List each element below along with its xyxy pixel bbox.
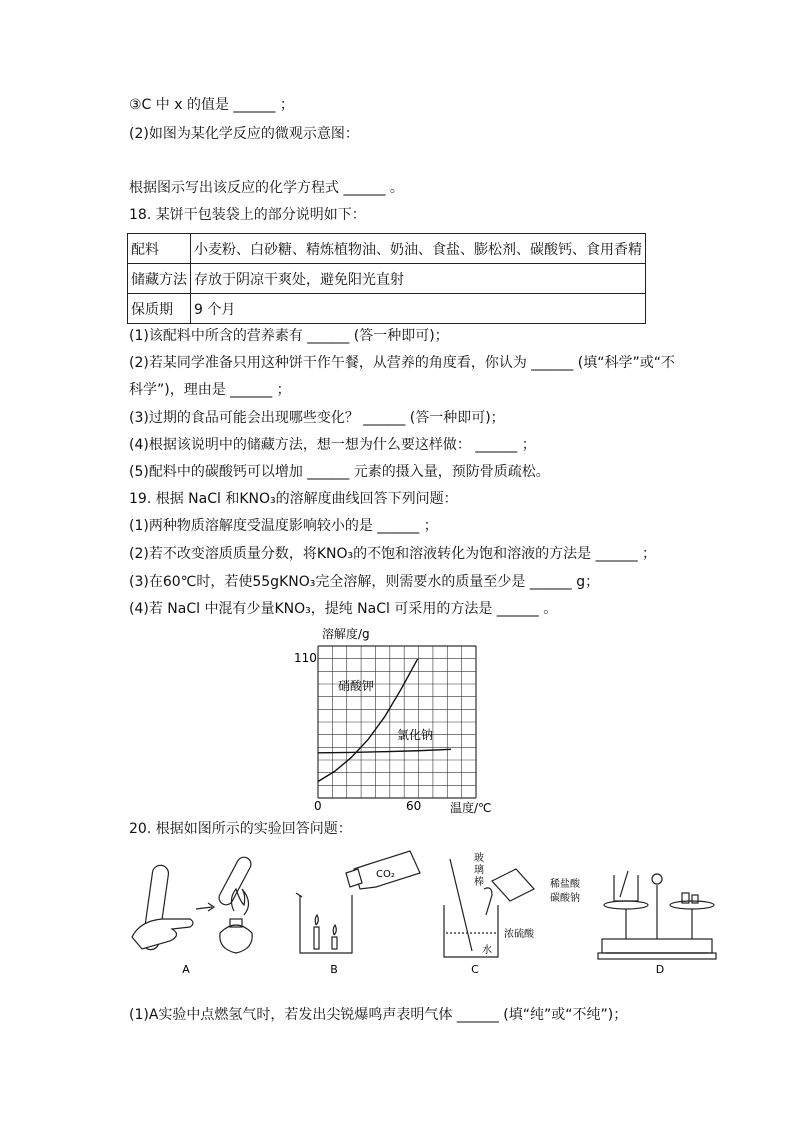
na2co3-label: 碳酸钠 bbox=[550, 893, 580, 904]
q18-2: (2)若某同学准备只用这种饼干作午餐，从营养的角度看，你认为 ______ (填“科学”或“不 bbox=[129, 355, 675, 371]
q19-1: (1)两种物质溶解度受温度影响较小的是 ______ ； bbox=[129, 518, 438, 534]
x-tick-label: 60 bbox=[406, 799, 422, 813]
q18-4: (4)根据该说明中的储藏方法，想一想为什么要这样做： ______ ； bbox=[129, 437, 536, 453]
experiment-c-illustration bbox=[444, 859, 534, 957]
x-tick-label: 0 bbox=[314, 799, 322, 813]
q17-line-x: ③C 中 x 的值是 ______ ； bbox=[129, 97, 294, 113]
label-d: D bbox=[655, 963, 665, 976]
table-cell: 存放于阴凉干爽处，避免阳光直射 bbox=[191, 264, 646, 294]
ingredient-table bbox=[127, 233, 646, 324]
kno3-curve bbox=[318, 659, 418, 782]
experiment-d-illustration bbox=[598, 871, 716, 959]
table-cell: 保质期 bbox=[128, 294, 191, 324]
q19-3: (3)在60℃时，若使55gKNO₃完全溶解，则需要水的质量至少是 ______ g； bbox=[129, 574, 600, 590]
q18-2b: 科学”)，理由是 ______ ； bbox=[129, 382, 291, 398]
q19-4: (4)若 NaCl 中混有少量KNO₃，提纯 NaCl 可采用的方法是 ______ 。 bbox=[129, 601, 558, 617]
q20-title: 20. 根据如图所示的实验回答问题： bbox=[129, 821, 352, 837]
q18-title: 18. 某饼干包装袋上的部分说明如下： bbox=[129, 207, 366, 223]
glass-rod-label bbox=[474, 851, 487, 888]
y-tick-label: 110 bbox=[294, 651, 317, 665]
solubility-chart bbox=[280, 622, 500, 822]
experiment-figures bbox=[120, 845, 720, 980]
series-label-kno3: 硝酸钾 bbox=[338, 679, 375, 693]
dil-hcl-label: 稀盐酸 bbox=[550, 879, 580, 890]
chart-grid bbox=[318, 646, 476, 798]
y-axis-label: 溶解度/g bbox=[322, 627, 370, 641]
table-row bbox=[128, 294, 646, 324]
water-label: 水 bbox=[482, 945, 492, 956]
table-cell: 小麦粉、白砂糖、精炼植物油、奶油、食盐、膨松剂、碳酸钙、食用香精 bbox=[191, 234, 646, 264]
label-a: A bbox=[182, 963, 190, 976]
table-row bbox=[128, 234, 646, 264]
glass-rod-char: 玻 bbox=[474, 853, 484, 864]
q17-line-micro: (2)如图为某化学反应的微观示意图： bbox=[129, 126, 359, 142]
q17-line-equation: 根据图示写出该反应的化学方程式 ______ 。 bbox=[129, 180, 404, 196]
co2-label: CO₂ bbox=[376, 869, 395, 880]
series-label-nacl: 氯化钠 bbox=[397, 728, 434, 742]
q18-1: (1)该配料中所含的营养素有 ______ (答一种即可)； bbox=[129, 328, 449, 344]
label-b: B bbox=[330, 963, 338, 976]
experiment-a-illustration bbox=[132, 855, 253, 953]
q19-2: (2)若不改变溶质质量分数，将KNO₃的不饱和溶液转化为饱和溶液的方法是 ______ ； bbox=[129, 546, 657, 562]
table-row bbox=[128, 264, 646, 294]
table-cell: 配料 bbox=[128, 234, 191, 264]
glass-rod-char: 璃 bbox=[474, 865, 484, 876]
table-cell: 9 个月 bbox=[191, 294, 646, 324]
table-cell: 储藏方法 bbox=[128, 264, 191, 294]
nacl-curve bbox=[318, 749, 451, 752]
q18-5: (5)配料中的碳酸钙可以增加 ______ 元素的摄入量，预防骨质疏松。 bbox=[129, 464, 550, 480]
q19-title: 19. 根据 NaCl 和KNO₃的溶解度曲线回答下列问题： bbox=[129, 491, 458, 507]
q20-1: (1)A实验中点燃氢气时，若发出尖锐爆鸣声表明气体 ______ (填“纯”或“不纯”)； bbox=[129, 1007, 628, 1023]
conc-acid-label: 浓硫酸 bbox=[504, 929, 534, 940]
q18-3: (3)过期的食品可能会出现哪些变化？ ______ (答一种即可)； bbox=[129, 410, 505, 426]
label-c: C bbox=[471, 963, 479, 976]
experiment-b-illustration bbox=[296, 851, 420, 953]
x-axis-label: 温度/℃ bbox=[450, 801, 492, 815]
glass-rod-char: 棒 bbox=[474, 877, 484, 888]
